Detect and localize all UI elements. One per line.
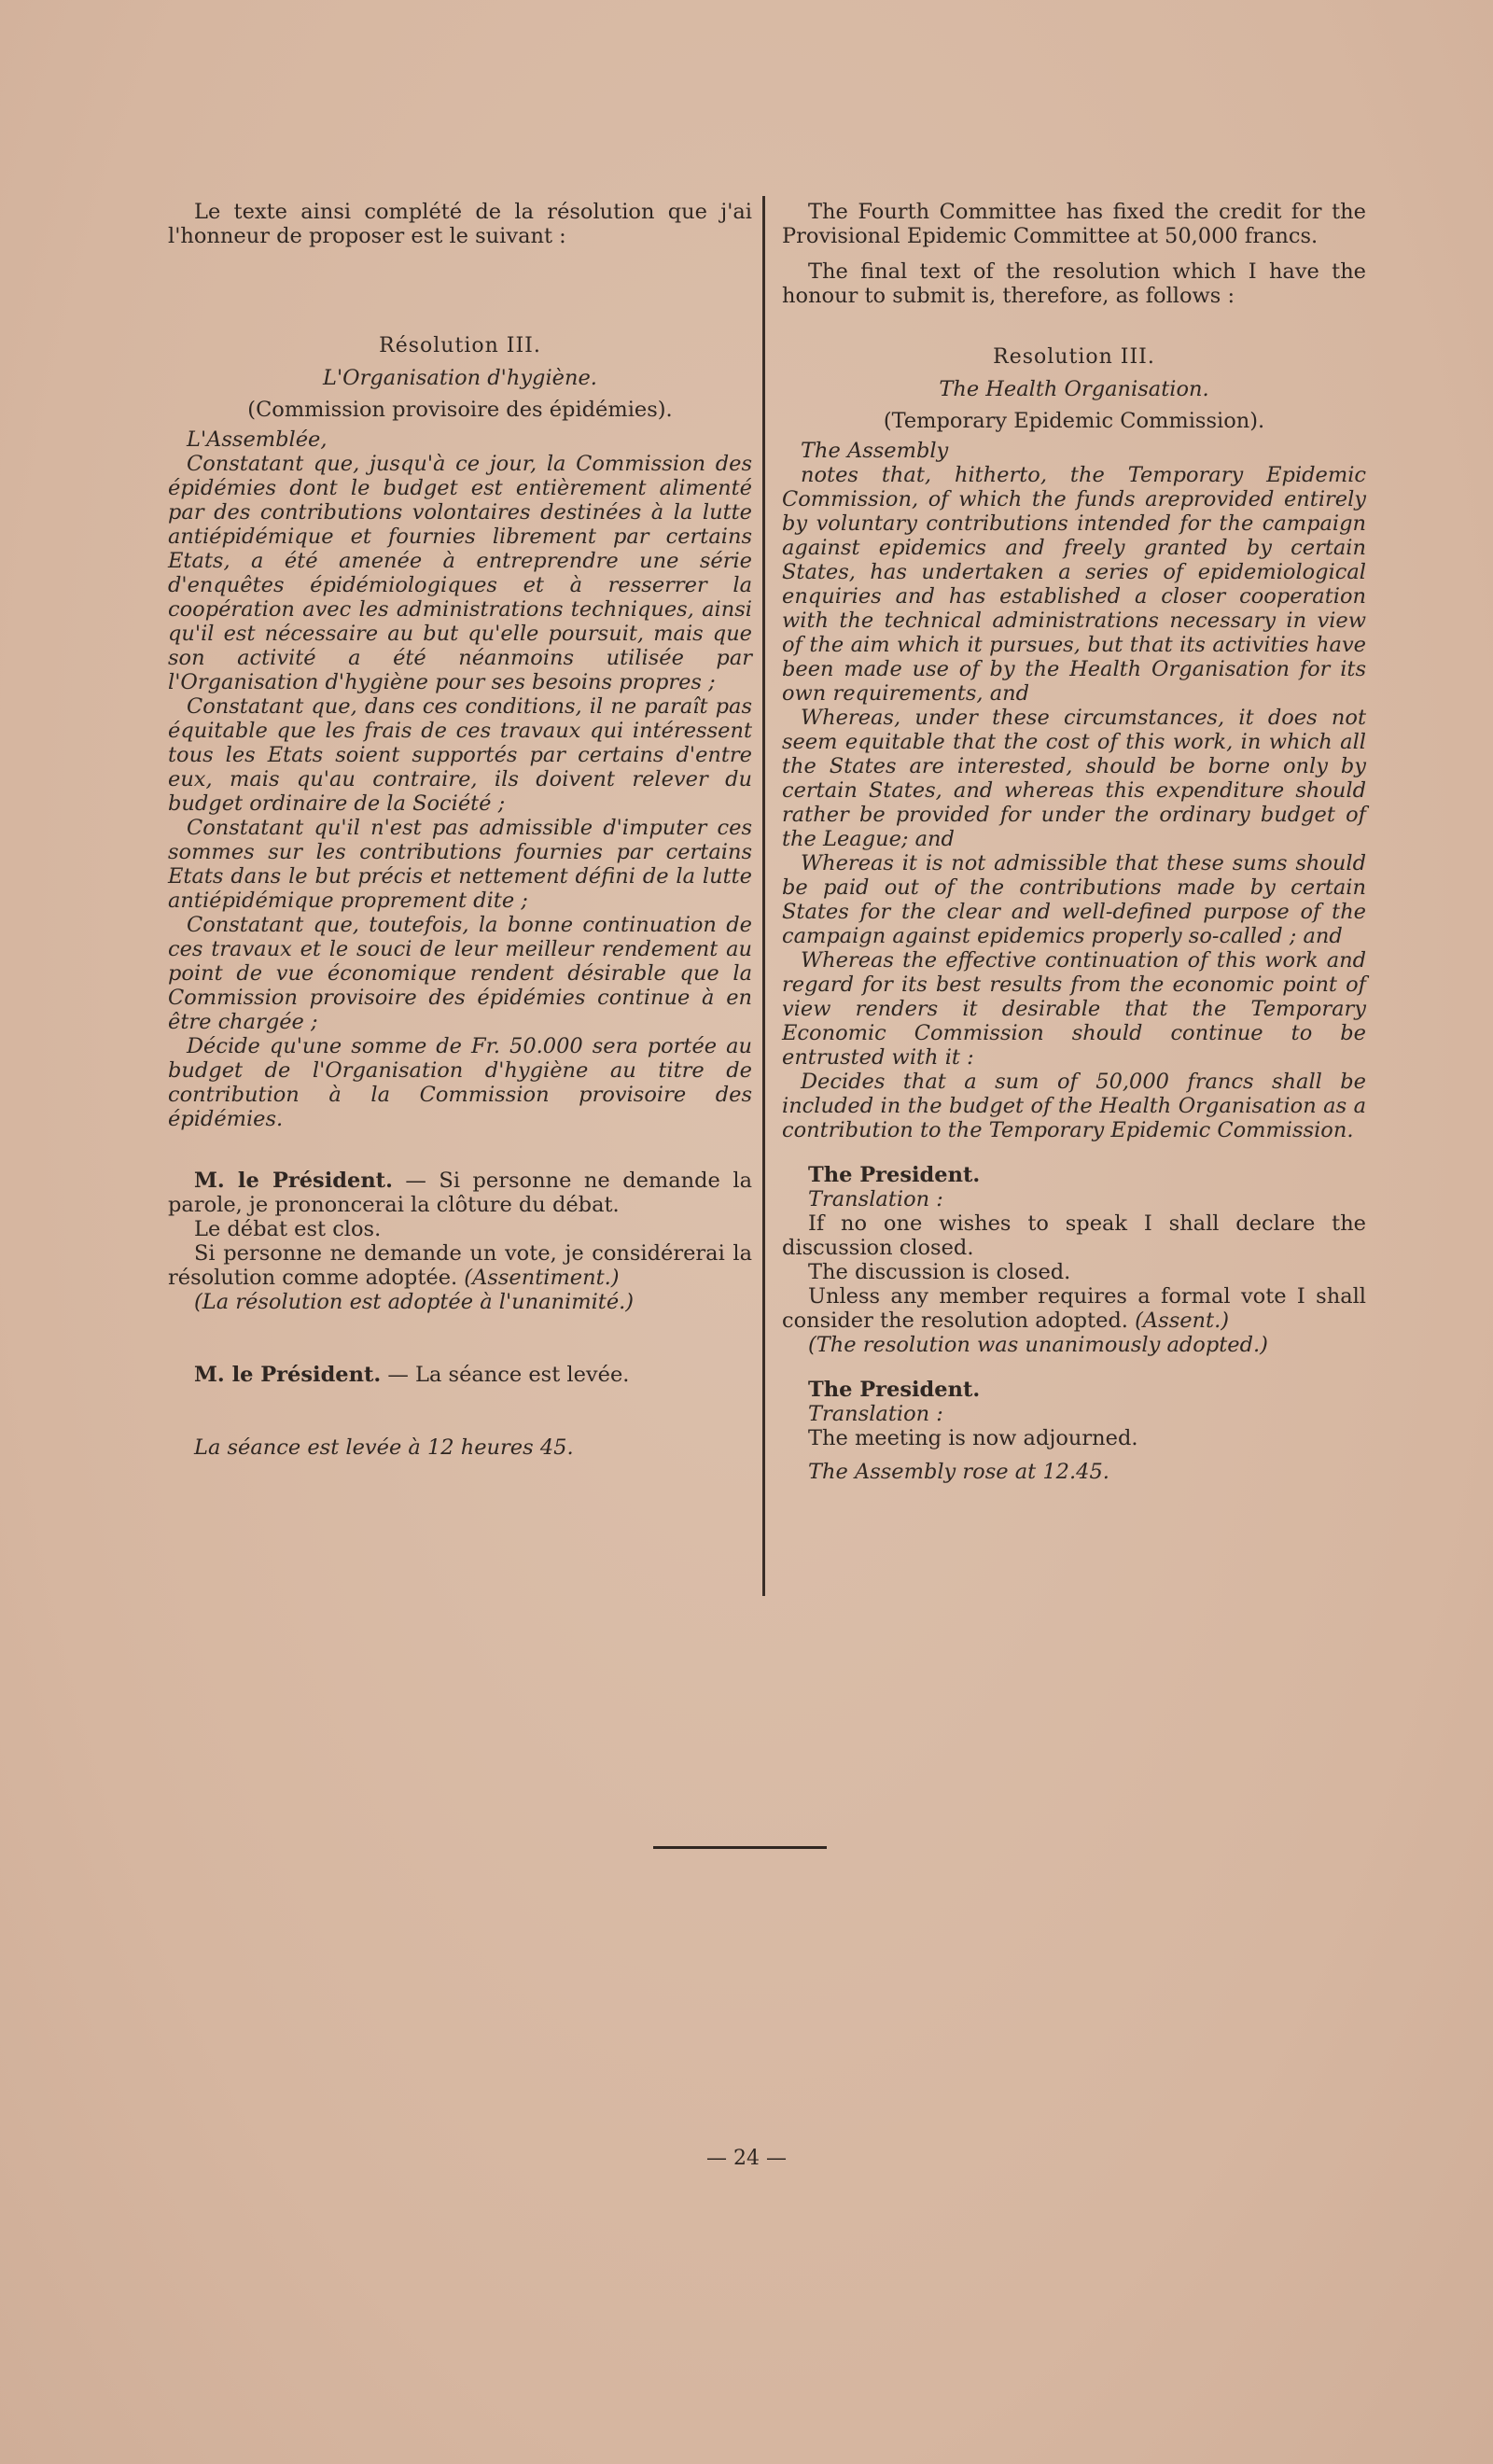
resolution-paragraph: Whereas it is not admissible that these sums should be paid out of the contributions made by certain States for the clear and well-defined purpose of the campaign against epidemics properly so-called ; and: [782, 851, 1366, 948]
english-vote-statement: [782, 1284, 1366, 1333]
speaker-label: M. le Président.: [194, 1363, 382, 1387]
english-resolution-paren: (Temporary Epidemic Commission).: [883, 409, 1265, 433]
vote-text: Si personne ne demande un vote, je considérerai la résolution comme adoptée.: [168, 1241, 752, 1290]
english-president-label-2: The President.: [808, 1378, 981, 1402]
english-session-closing: The Assembly rose at 12.45.: [808, 1460, 1109, 1484]
english-resolution-subtitle: The Health Organisation.: [939, 377, 1209, 401]
resolution-paragraph: L'Assemblée,: [187, 427, 328, 452]
resolution-paragraph: Decides that a sum of 50,000 francs shall be included in the budget of the Health Organisation as a contribution to the Temporary Epidemic Commission.: [782, 1070, 1366, 1142]
resolution-paragraph: notes that, hitherto, the Temporary Epidemic Commission, of which the funds areprovided entirely by voluntary contributions intended for the campaign against epidemics and freely granted by certain States, has undertaken a series of epidemiological enquiries and has established a closer cooperation with the technical administrations necessary in view of the aim which it pursues, but that its activities have been made use of by the Health Organisation for its own requirements, and: [782, 463, 1366, 706]
vote-assent: (Assent.): [1127, 1309, 1230, 1333]
resolution-paragraph: Constatant que, dans ces conditions, il ne paraît pas équitable que les frais de ces travaux qui intéressent tous les Etats soient supportés par certains d'entre eux, mais qu'au contraire, ils doivent relever du budget ordinaire de la Société ;: [168, 694, 752, 816]
resolution-paragraph: Whereas the effective continuation of this work and regard for its best results from the economic point of view renders it desirable that the Temporary Economic Commission should continue to be entrusted with it :: [782, 948, 1366, 1070]
english-discussion: If no one wishes to speak I shall declare the discussion closed.: [782, 1211, 1366, 1260]
resolution-paragraph: The Assembly: [801, 439, 949, 463]
french-resolution-text: [168, 427, 752, 1131]
closing-rule: [653, 1846, 827, 1849]
english-president-label-1: The President.: [808, 1163, 981, 1187]
vote-assent: (Assentiment.): [457, 1266, 620, 1290]
resolution-paragraph: Constatant qu'il n'est pas admissible d'imputer ces sommes sur les contributions fournies par certains Etats dans le but précis et nettement défini de la lutte antiépidémique proprement dite ;: [168, 816, 752, 913]
english-adjourned: The meeting is now adjourned.: [808, 1426, 1138, 1450]
french-debate-closed: Le débat est clos.: [194, 1217, 382, 1241]
french-adopted: (La résolution est adoptée à l'unanimité.): [194, 1290, 635, 1314]
english-column: [782, 200, 1366, 1484]
resolution-paragraph: Whereas, under these circumstances, it does not seem equitable that the cost of this work, in which all the States are interested, should be borne only by certain States, and whereas this expenditure should rather be provided for under the ordinary budget of the League; and: [782, 706, 1366, 851]
english-intro-2: The final text of the resolution which I have the honour to submit is, therefore, as follows :: [782, 259, 1366, 308]
english-adopted: (The resolution was unanimously adopted.): [808, 1333, 1268, 1357]
french-resolution-paren: (Commission provisoire des épidémies).: [247, 398, 673, 422]
french-session-closing: La séance est levée à 12 heures 45.: [194, 1435, 574, 1460]
english-translation-label-2: Translation :: [808, 1402, 943, 1426]
french-resolution-heading: Résolution III.: [379, 334, 541, 357]
page-number: — 24 —: [706, 2147, 787, 2170]
english-intro-1: The Fourth Committee has fixed the credit for the Provisional Epidemic Committee at 50,000 francs.: [782, 200, 1366, 248]
resolution-paragraph: Constatant que, toutefois, la bonne continuation de ces travaux et le souci de leur meilleur rendement au point de vue économique rendent désirable que la Commission provisoire des épidémies continue à en être chargée ;: [168, 913, 752, 1034]
english-discussion-closed: The discussion is closed.: [808, 1260, 1071, 1284]
english-translation-label-1: Translation :: [808, 1187, 943, 1211]
english-resolution-text: [782, 439, 1366, 1142]
french-president-closing: [168, 1363, 752, 1387]
english-resolution-heading: Resolution III.: [993, 345, 1155, 369]
speaker-label: M. le Président.: [194, 1169, 393, 1193]
resolution-paragraph: Constatant que, jusqu'à ce jour, la Commission des épidémies dont le budget est entièrement alimenté par des contributions volontaires destinées à la lutte antiépidémique et fournies librement par certains Etats, a été amenée à entreprendre une série d'enquêtes épidémiologiques et à resserrer la coopération avec les administrations techniques, ainsi qu'il est nécessaire au but qu'elle poursuit, mais que son activité a été néanmoins utilisée par l'Organisation d'hygiène pour ses besoins propres ;: [168, 452, 752, 694]
french-resolution-subtitle: L'Organisation d'hygiène.: [323, 366, 597, 390]
resolution-paragraph: Décide qu'une somme de Fr. 50.000 sera portée au budget de l'Organisation d'hygiène au titre de contribution à la Commission provisoire des épidémies.: [168, 1034, 752, 1131]
speaker-text: — La séance est levée.: [381, 1363, 630, 1387]
french-president-remark: [168, 1169, 752, 1217]
vote-text: Unless any member requires a formal vote I shall consider the resolution adopted.: [782, 1284, 1366, 1333]
column-divider: [762, 196, 765, 1596]
speaker-text: — Si personne ne demande la parole, je prononcerai la clôture du débat.: [168, 1169, 752, 1217]
french-column: [168, 200, 752, 1460]
french-intro: Le texte ainsi complété de la résolution que j'ai l'honneur de proposer est le suivant :: [168, 200, 752, 248]
french-vote-statement: [168, 1241, 752, 1290]
